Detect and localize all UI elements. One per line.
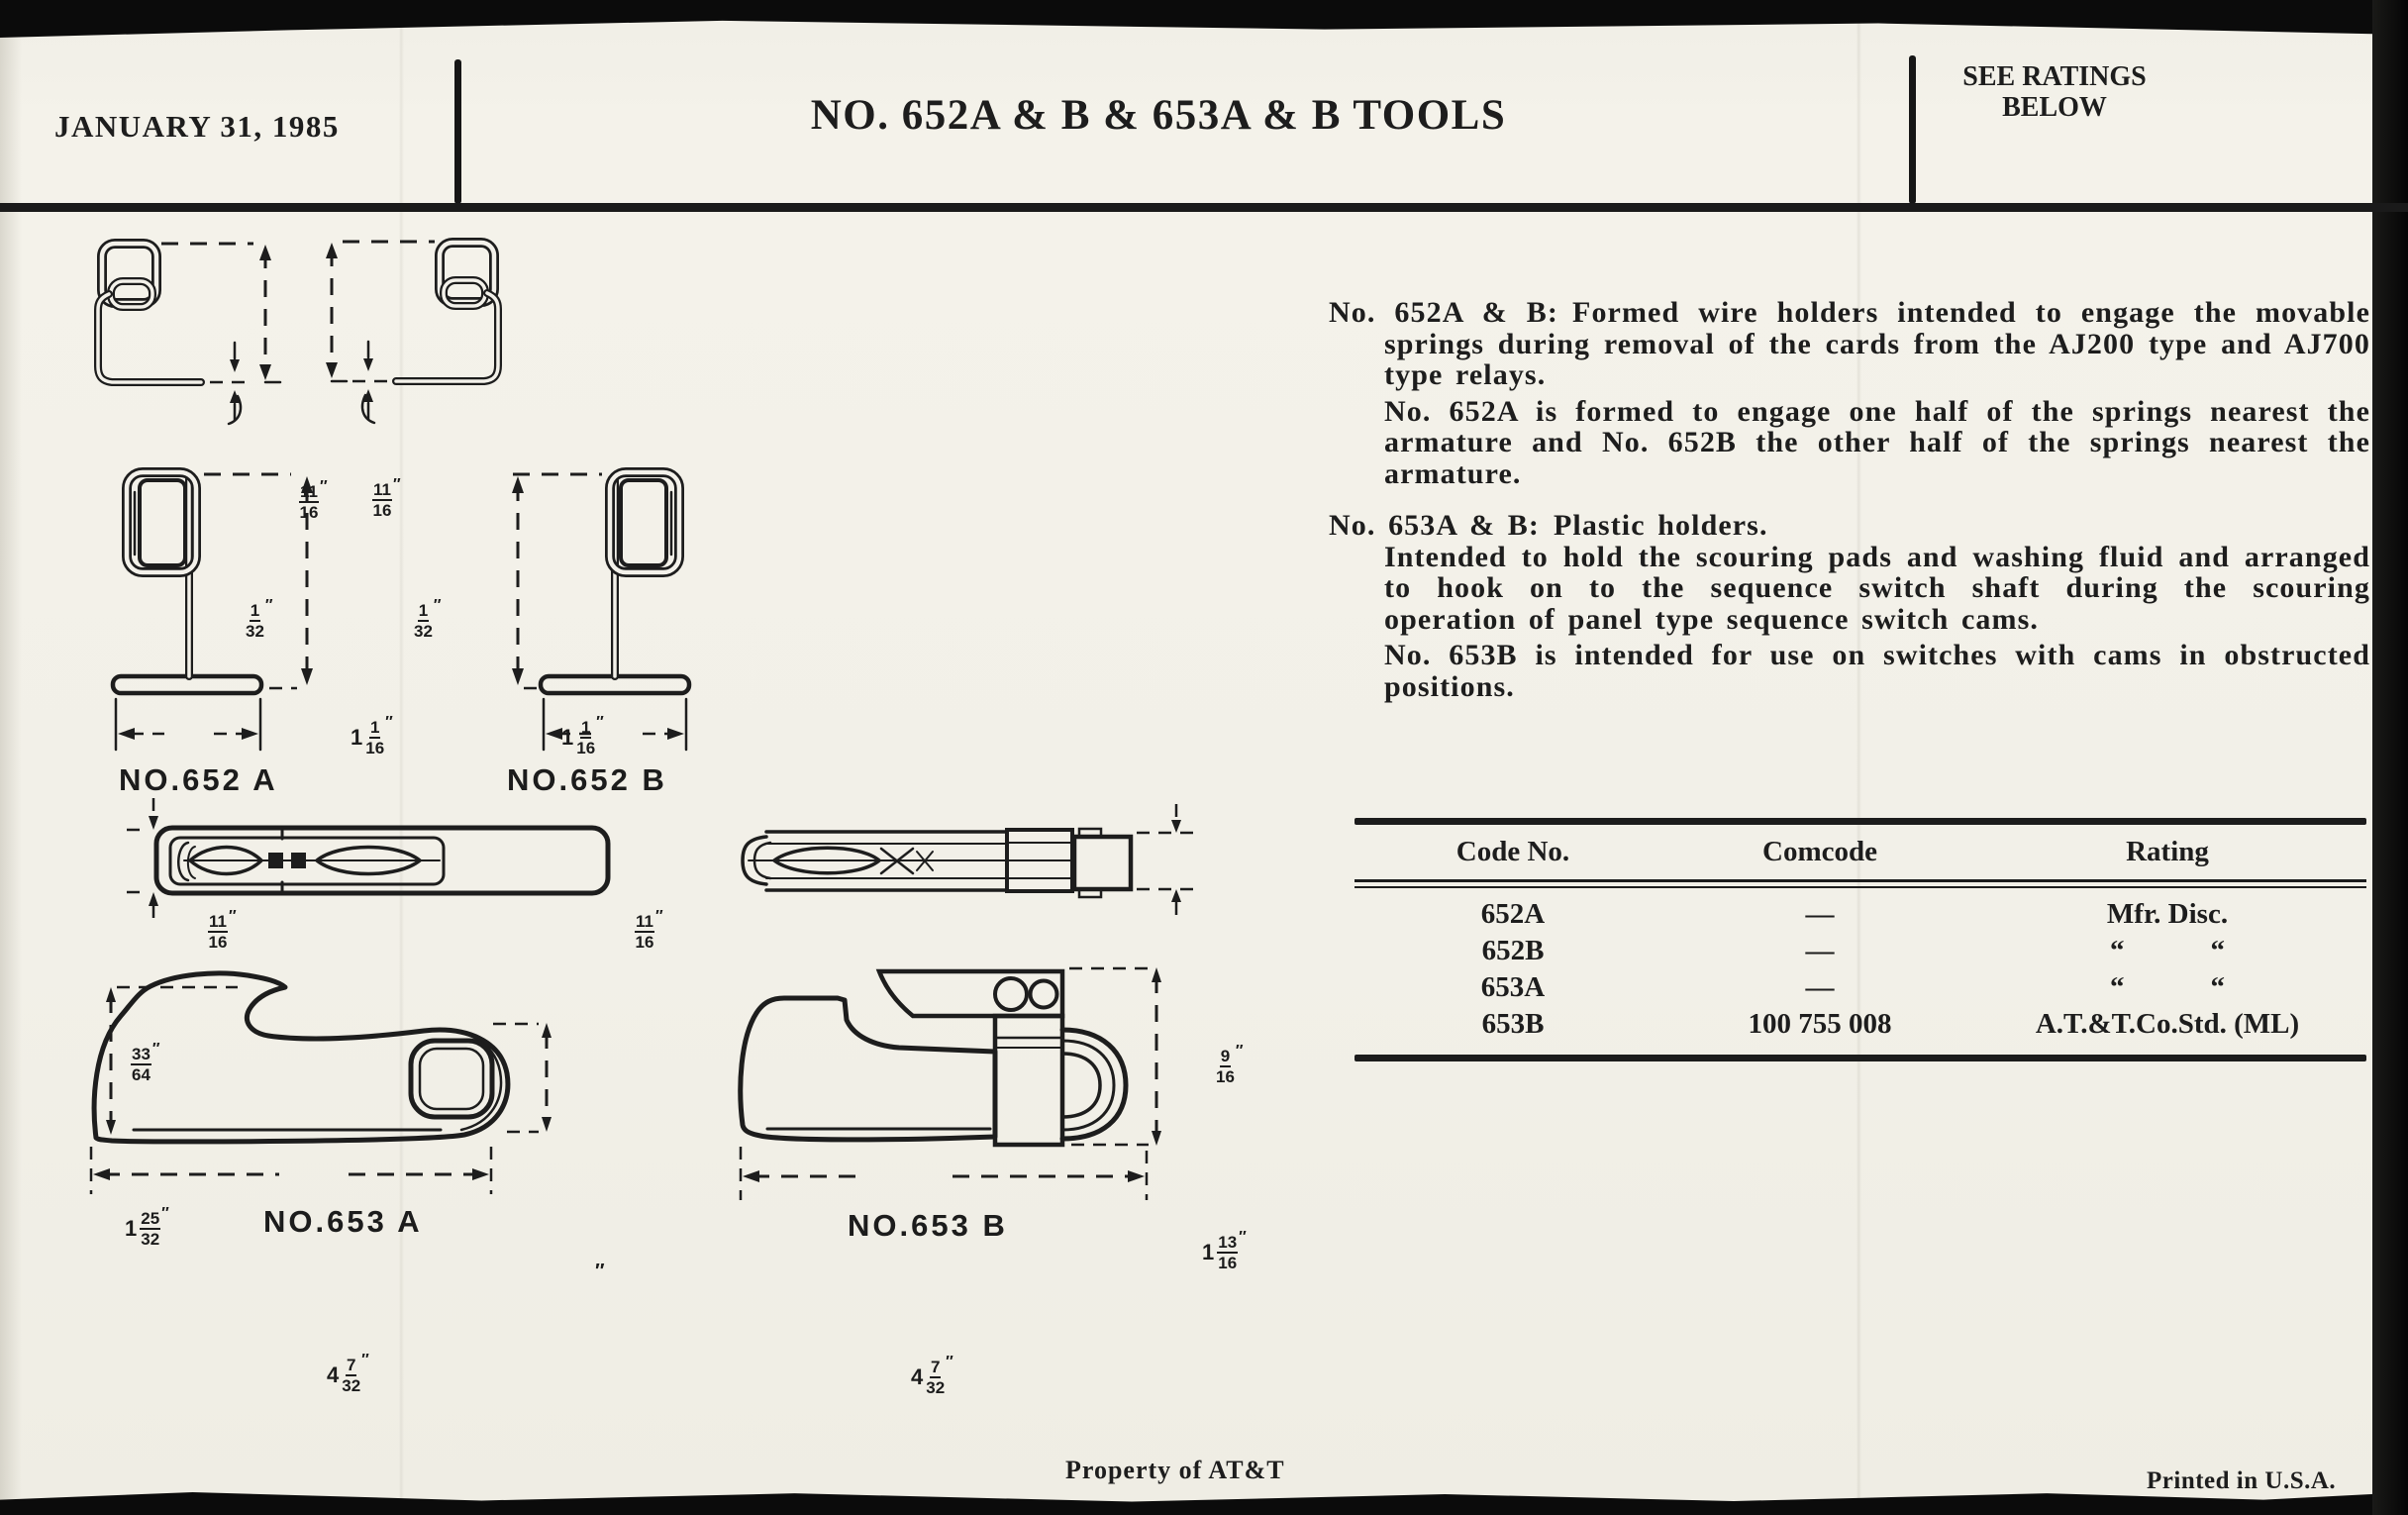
table-rule-bottom xyxy=(1354,1055,2366,1061)
cell-rating: “ “ xyxy=(2110,935,2225,966)
para-653-text: Plastic holders. xyxy=(1553,509,1768,542)
caption-652b: NO.652 B xyxy=(507,762,667,797)
drawing-653a-top-view xyxy=(127,798,608,927)
cell-comcode: — xyxy=(1805,935,1835,966)
drawing-653b-top-view xyxy=(743,804,1202,920)
dim-652a-side-base: 11 16 ″ xyxy=(208,908,237,952)
dim-652a-top-wire: 1 32 ″ xyxy=(246,597,273,641)
table-row xyxy=(1354,1006,2366,1043)
table-row xyxy=(1354,896,2366,933)
caption-652a: NO.652 A xyxy=(119,762,278,797)
dim-653b-side-length: 4 7 32 ″ xyxy=(911,1354,953,1397)
document-date: JANUARY 31, 1985 xyxy=(54,109,340,144)
footer-property-notice: Property of AT&T xyxy=(1065,1456,1285,1484)
description-text xyxy=(1329,297,2370,702)
para-653-sub1: Intended to hold the scouring pads and washing fluid and arranged to hook on to the sequence switch shaft during the scouring operation of panel type sequence switch cams. xyxy=(1384,540,2370,636)
drawing-652a-side-view xyxy=(113,472,313,750)
ratings-note-line2: BELOW xyxy=(2002,92,2107,123)
column-header-rating: Rating xyxy=(2126,836,2209,867)
cell-rating: Mfr. Disc. xyxy=(2106,898,2229,930)
ratings-note-line1: SEE RATINGS xyxy=(1962,61,2147,92)
dim-653b-side-height: 1 13 16 ″ xyxy=(1202,1229,1247,1272)
dim-653a-top-width: 33 64 ″ xyxy=(132,1041,160,1084)
dim-653a-side-height: 1 25 32 ″ xyxy=(125,1205,169,1249)
scan-edge-top xyxy=(0,0,2408,38)
dim-653b-top-width: 9 16 ″ xyxy=(1216,1043,1244,1086)
cell-code: 652B xyxy=(1481,935,1545,966)
footer-printed-notice: Printed in U.S.A. xyxy=(2147,1467,2337,1494)
dim-652b-top-wire: 1 32 ″ xyxy=(414,597,442,641)
table-row xyxy=(1354,969,2366,1006)
cell-rating: A.T.&T.Co.Std. (ML) xyxy=(2035,1008,2300,1040)
cell-rating: “ “ xyxy=(2110,971,2225,1003)
table-header-row xyxy=(1354,825,2366,877)
cell-code: 653A xyxy=(1480,971,1546,1003)
dim-653a-side-length: 4 7 32 ″ xyxy=(327,1352,369,1395)
cell-comcode: — xyxy=(1805,971,1835,1003)
dim-652b-side-base: 11 16 ″ xyxy=(635,908,663,952)
dim-653a-side-end-height: ″ xyxy=(595,1261,605,1282)
caption-653a: NO.653 A xyxy=(263,1204,423,1239)
ratings-note xyxy=(1931,61,2178,123)
drawing-652b-top-view xyxy=(326,242,498,423)
cell-comcode: — xyxy=(1805,898,1835,930)
drawing-652b-side-view xyxy=(512,472,689,750)
para-652-intro xyxy=(1329,297,2370,391)
table-rule-top xyxy=(1354,818,2366,825)
dim-652b-side-height: 1 1 16 ″ xyxy=(561,714,604,758)
column-header-code: Code No. xyxy=(1455,836,1570,867)
column-header-comcode: Comcode xyxy=(1762,836,1877,867)
drawing-652a-top-view xyxy=(98,244,280,424)
header-divider-left xyxy=(454,59,461,204)
dim-652a-top-height: 11 16 ″ xyxy=(299,478,328,522)
para-653-intro xyxy=(1329,510,2370,542)
cell-comcode: 100 755 008 xyxy=(1748,1008,1892,1040)
caption-653b: NO.653 B xyxy=(848,1208,1008,1243)
para-652-text: Formed wire holders intended to engage the movable springs during removal of the cards from the AJ200 type and AJ700 type relays. xyxy=(1384,296,2370,391)
header-divider-right xyxy=(1909,55,1916,204)
ratings-table xyxy=(1354,818,2366,1061)
dim-652b-top-height: 11 16 ″ xyxy=(372,476,401,520)
drawing-653a-side-view xyxy=(91,973,552,1194)
para-653-sub2: No. 653B is intended for use on switches with cams in obstructed positions. xyxy=(1384,639,2370,703)
para-652-sub: No. 652A is formed to engage one half of the springs nearest the armature and No. 652B the other half of the springs nearest the armature. xyxy=(1384,394,2370,490)
para-652-label: No. 652A & B: xyxy=(1329,296,1559,329)
scan-edge-bottom xyxy=(0,1487,2408,1515)
cell-code: 653B xyxy=(1481,1008,1545,1040)
page-title: NO. 652A & B & 653A & B TOOLS xyxy=(810,92,1507,139)
drawing-653b-side-view xyxy=(741,967,1161,1200)
para-653-label: No. 653A & B: xyxy=(1329,509,1540,542)
dim-652a-side-height: 1 1 16 ″ xyxy=(351,714,393,758)
table-row xyxy=(1354,933,2366,969)
table-body xyxy=(1354,888,2366,1053)
cell-code: 652A xyxy=(1480,898,1546,930)
scan-edge-right xyxy=(2372,0,2408,1515)
table-rule-mid xyxy=(1354,879,2366,888)
